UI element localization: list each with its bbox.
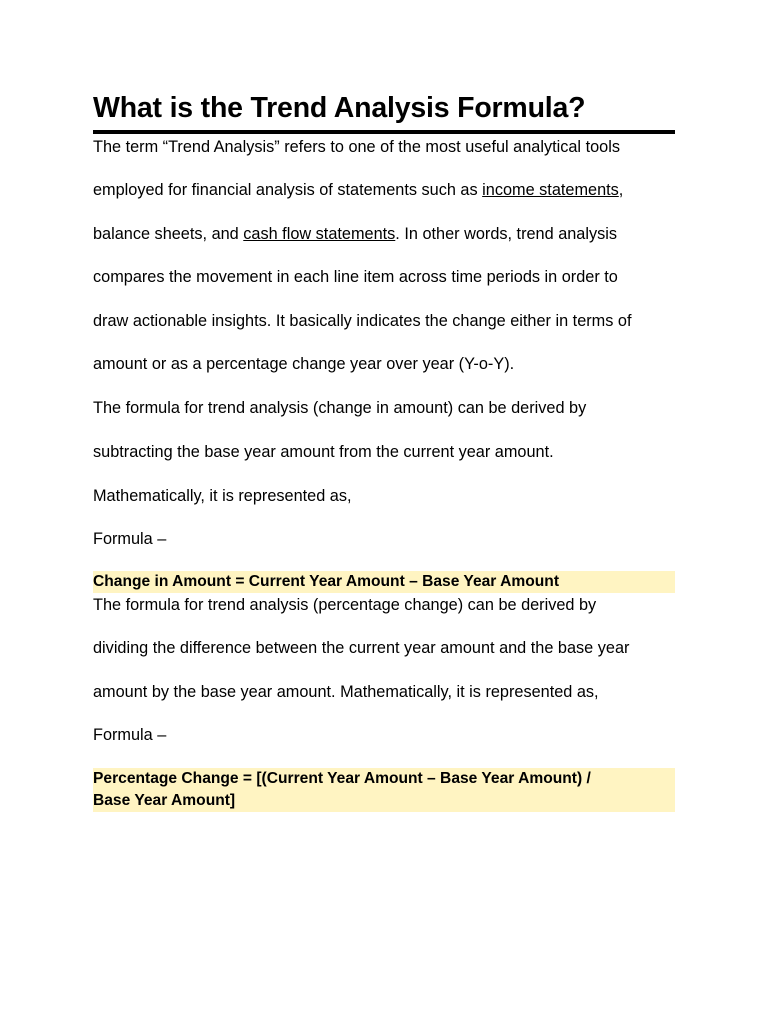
paragraph-line [93,223,675,245]
paragraph-text: , [618,181,624,199]
income-statements-link[interactable]: income statements [482,181,619,199]
paragraph-line: The term “Trend Analysis” refers to one of the most useful analytical tools [93,138,620,156]
formula-line: Base Year Amount] [93,792,236,809]
paragraph-line: subtracting the base year amount from the current year amount. [93,443,554,461]
formula-label: Formula – [93,726,167,744]
formula-label: Formula – [93,530,167,548]
paragraph-line: draw actionable insights. It basically indicates the change either in terms of [93,312,632,330]
paragraph-line: compares the movement in each line item across time periods in order to [93,268,618,286]
formula-line: Percentage Change = [(Current Year Amount – Base Year Amount) / [93,770,591,787]
paragraph-line: The formula for trend analysis (change in amount) can be derived by [93,399,587,417]
formula-box-percentage-change [93,768,675,812]
title-underline-rule [93,130,675,134]
paragraph-line: The formula for trend analysis (percentage change) can be derived by [93,596,597,614]
formula-box-change-in-amount: Change in Amount = Current Year Amount – Base Year Amount [93,571,675,593]
paragraph-line: dividing the difference between the current year amount and the base year [93,639,630,657]
paragraph-line: Mathematically, it is represented as, [93,487,352,505]
cash-flow-statements-link[interactable]: cash flow statements [243,225,396,243]
paragraph-line [93,179,675,201]
paragraph-text: . In other words, trend analysis [395,225,618,243]
page-title: What is the Trend Analysis Formula? [93,92,586,124]
paragraph-line: amount or as a percentage change year over year (Y-o-Y). [93,355,515,373]
paragraph-line: amount by the base year amount. Mathematically, it is represented as, [93,683,599,701]
paragraph-text: balance sheets, and [93,225,244,243]
paragraph-text: employed for financial analysis of statements such as [93,181,483,199]
